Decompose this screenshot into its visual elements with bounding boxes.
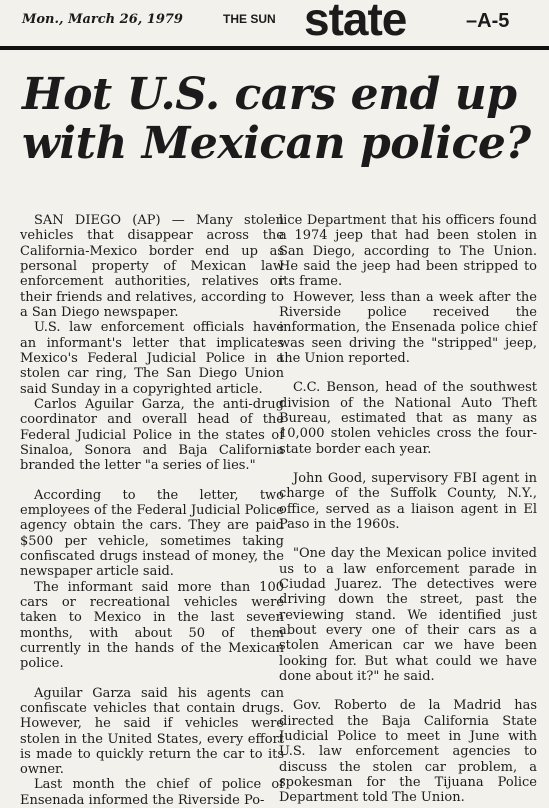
- header-rule: [0, 46, 549, 50]
- paragraph: According to the letter, two employees of the Federal Judicial Police agency obtain the cars. They are paid $500 per vehicle, sometimes taking confiscated drugs instead of money, the newspaper article said.: [20, 487, 284, 580]
- paragraph: Last month the chief of police of Ensenada informed the Riverside Po-: [20, 777, 284, 808]
- paragraph: C.C. Benson, head of the southwest division of the National Auto Theft Bureau, estimated that as many as 10,000 stolen vehicles cross the four-state border each year.: [279, 380, 537, 457]
- paragraph: John Good, supervisory FBI agent in charge of the Suffolk County, N.Y., office, served as a liaison agent in El Paso in the 1960s.: [279, 470, 537, 532]
- page-header: [0, 0, 549, 50]
- paragraph: "One day the Mexican police invited us to a law enforcement parade in Ciudad Juarez. The detectives were driving down the street, past the reviewing stand. We identified just about every one of their cars as a stolen American car we have been looking for. But what could we have done about it?" he said.: [279, 546, 537, 684]
- paragraph: lice Department that his officers found a 1974 jeep that had been stolen in San Diego, according to The Union. He said the jeep had been stripped to its frame.: [279, 213, 537, 290]
- paragraph: U.S. law enforcement officials have an informant's letter that implicates Mexico's Federal Judicial Police in a stolen car ring, The San Diego Union said Sunday in a copyrighted article.: [20, 320, 284, 397]
- article-column-right: [279, 213, 537, 805]
- issue-date: Mon., March 26, 1979: [22, 12, 183, 27]
- paragraph: SAN DIEGO (AP) — Many stolen vehicles that disappear across the California-Mexico border end up as personal property of Mexican law enforcement authorities, relatives or their friends and relatives, according to a San Diego newspaper.: [20, 213, 284, 320]
- paragraph: Aguilar Garza said his agents can confiscate vehicles that contain drugs. However, he said if vehicles were stolen in the United States, every effort is made to quickly return the car to its owner.: [20, 685, 284, 778]
- paragraph: However, less than a week after the Riverside police received the information, the Ensenada police chief was seen driving the "stripped" jeep, the Union reported.: [279, 289, 537, 366]
- article-column-left: [20, 213, 284, 808]
- article-headline: Hot U.S. cars end up with Mexican police?: [22, 69, 531, 170]
- page-number: –A-5: [466, 10, 510, 32]
- paragraph: Gov. Roberto de la Madrid has directed the Baja California State Judicial Police to meet in June with U.S. law enforcement agencies to discuss the stolen car problem, a spokesman for the Tijuana Police Department told The Union.: [279, 698, 537, 806]
- paragraph: Carlos Aguilar Garza, the anti-drug coordinator and overall head of the Federal Judicial Police in the states of Sinaloa, Sonora and Baja California branded the letter "a series of lies.": [20, 396, 284, 474]
- paragraph: The informant said more than 100 cars or recreational vehicles were taken to Mexico in the last seven months, with about 50 of them currently in the hands of the Mexican police.: [20, 579, 284, 672]
- paper-name: THE SUN: [223, 12, 276, 26]
- section-name: state: [304, 0, 407, 45]
